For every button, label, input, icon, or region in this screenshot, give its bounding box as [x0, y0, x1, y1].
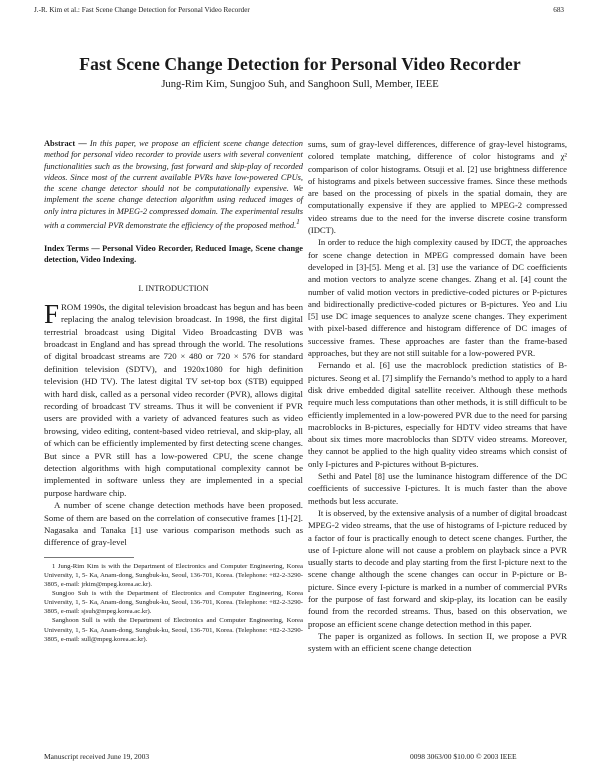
footnote-author-1: 1 Jung-Rim Kim is with the Department of Electronics and Computer Engineering, Korea University, 1, 5- Ka, Anam-dong, Sungbuk-ku, Seoul, 136-701, Korea. (Telephone: +82-2-3290-3805, e-mail: jrkim@mpeg.korea.ac.kr). [44, 562, 303, 589]
abstract-text: In this paper, we propose an efficient scene change detection method for personal video recorder to provide users with several convenient functionalities such as the browsing, fast forward and skip-play of recorded videos. Since most of the current available PVRs have low-powered CPUs, the scene change detector should not be computationally expensive. We implement the scene change detection algorithm using reduced images of only intra pictures in MPEG-2 compressed domain. The experimental results with a commercial PVR demonstrate the efficiency of the proposed method. [44, 139, 303, 230]
manuscript-received-note: Manuscript received June 19, 2003 [44, 752, 150, 761]
footnote-rule [44, 557, 134, 558]
footnote-author-3: Sanghoon Sull is with the Department of Electronics and Computer Engineering, Korea University, 1, 5- Ka, Anam-dong, Sungbuk-ku, Seoul, 136-701, Korea. (Telephone: +82-2-3290-3805, e-mail: sull@mpeg.korea.ac.kr). [44, 617, 303, 643]
index-terms: Index Terms — Personal Video Recorder, Reduced Image, Scene change detection, Video Indexing. [44, 244, 303, 265]
page-number: 683 [553, 6, 564, 14]
right-paragraph-5: It is observed, by the extensive analysis of a number of digital broadcast MPEG-2 video streams, that the use of histograms of I-picture reduced by a factor of four is practically enough to detect scene changes. Further, the use of I-picture alone will not cause a problem on playback since a PVR usually starts to decode and play starting from the first I-picture next to the scene change although the scene changes can occur in P-picture or B-picture. Since every I-picture is marked in a number of commercial PVRs for the purpose of fast forward and skip-play, its location can be easily found from the recorded streams. Thus, based on this observation, we propose an efficient scene change detection method in this paper. [308, 507, 567, 629]
copyright-line: 0098 3063/00 $10.00 © 2003 IEEE [410, 752, 517, 761]
introduction-body [44, 298, 303, 549]
running-head [34, 6, 564, 14]
dropcap-letter: F [44, 298, 60, 329]
abstract-note-mark: 1 [296, 218, 300, 227]
intro-paragraph-2: A number of scene change detection methods have been proposed. Some of them are based on the correlation of consecutive frames [1]-[2]. Nagasaka and Tanaka [1] use various comparison methods such as difference of gray-level [44, 500, 303, 548]
abstract-label: Abstract — [44, 139, 90, 148]
running-head-left: J.-R. Kim et al.: Fast Scene Change Detection for Personal Video Recorder [34, 6, 250, 14]
right-paragraph-4: Sethi and Patel [8] use the luminance histogram difference of the DC coefficients of successive I-pictures. It is much faster than the above methods but less accurate. [308, 471, 567, 506]
paper-title: Fast Scene Change Detection for Personal Video Recorder [79, 54, 521, 74]
right-paragraph-1: sums, sum of gray-level differences, difference of gray-level histograms, colored template matching, difference of color histograms and χ² comparison of color histograms. Otsuji et al. [2] use brightness difference of histograms and pixels between successive frames. Since these methods are based on the processing of pixels in the spatial domain, they are computationally expensive if they are applied to MPEG-2 compressed video streams due to the need for the inverse discrete cosine transform (IDCT). [308, 139, 567, 236]
right-paragraph-6: The paper is organized as follows. In section II, we propose a PVR system with an efficient scene change detection [308, 630, 567, 654]
section-heading-introduction: I. INTRODUCTION [138, 283, 209, 293]
authors-line: Jung-Rim Kim, Sungjoo Suh, and Sanghoon Sull, Member, IEEE [161, 79, 439, 90]
intro-paragraph-1-text: ROM 1990s, the digital television broadcast has begun and has been replacing the analog television broadcast. In 1998, the first digital terrestrial broadcast using Digital Video Broadcasting DVB was broadcast in England and has spread through the world. The resolutions of digital broadcast streams are 720 × 480 or 720 × 576 for standard definition television (SDTV), and 1920x1080 for high definition television (HD TV). The latest digital TV set-top box (STB) equipped with hard disk, called as a personal video recorder (PVR), allows digital recording of broadcast TV streams. Thus it will be convenient if PVR users are provided with a variety of advanced features such as video browsing, video editing, content-based video retrieval, and skip-play, all of which can be efficiently implemented by first detecting scene changes. But since a PVR still has a low-powered CPU, the scene change detection algorithms with high computational complexity cannot be implemented in software unless they are implemented in a special purpose hardware chip. [44, 301, 303, 498]
abstract [44, 138, 303, 231]
right-paragraph-2: In order to reduce the high complexity caused by IDCT, the approaches for scene change detection in MPEG compressed domain have been developed in [3]-[5]. Meng et al. [3] use the variance of DC coefficients and motion vectors to analyze scene changes. Zhang et al. [4] count the number of valid motion vectors in predictive-coded pictures or P-pictures and bidirectionally predictive-coded pictures or B-pictures. Yeo and Liu [5] use DC image sequences to analyze scene changes. They experiment with pixel-based difference and histogram difference of DC images of successive frames. These approaches are faster than the frame-based approaches, but they are not still suitable for a low-powered PVR. [308, 237, 567, 359]
footnote-author-2: Sungjoo Suh is with the Department of Electronics and Computer Engineering, Korea University, 1, 5- Ka, Anam-dong, Sungbuk-ku, Seoul, 136-701, Korea. (Telephone: +82-2-3290-3805, e-mail: sjsuh@mpeg.korea.ac.kr). [44, 590, 303, 616]
footnotes [44, 562, 303, 644]
left-column [44, 138, 303, 644]
intro-paragraph-1 [44, 298, 303, 500]
right-column [308, 138, 567, 654]
right-paragraph-3: Fernando et al. [6] use the macroblock prediction statistics of B-pictures. Seong et al. [7] simplify the Fernando’s method to apply to a hard disk drive embedded digital satellite receiver. Although these methods require much less computations than other methods, it is still difficult to be efficiently implemented in a low-powered PVR due to the need for parsing macroblocks in B-pictures, especially for HDTV video streams that have about six times more macroblocks than SDTV video streams. Moreover, they cannot be applied to the high quality video streams which consist of only I-pictures and P-pictures without B-pictures. [308, 360, 567, 469]
